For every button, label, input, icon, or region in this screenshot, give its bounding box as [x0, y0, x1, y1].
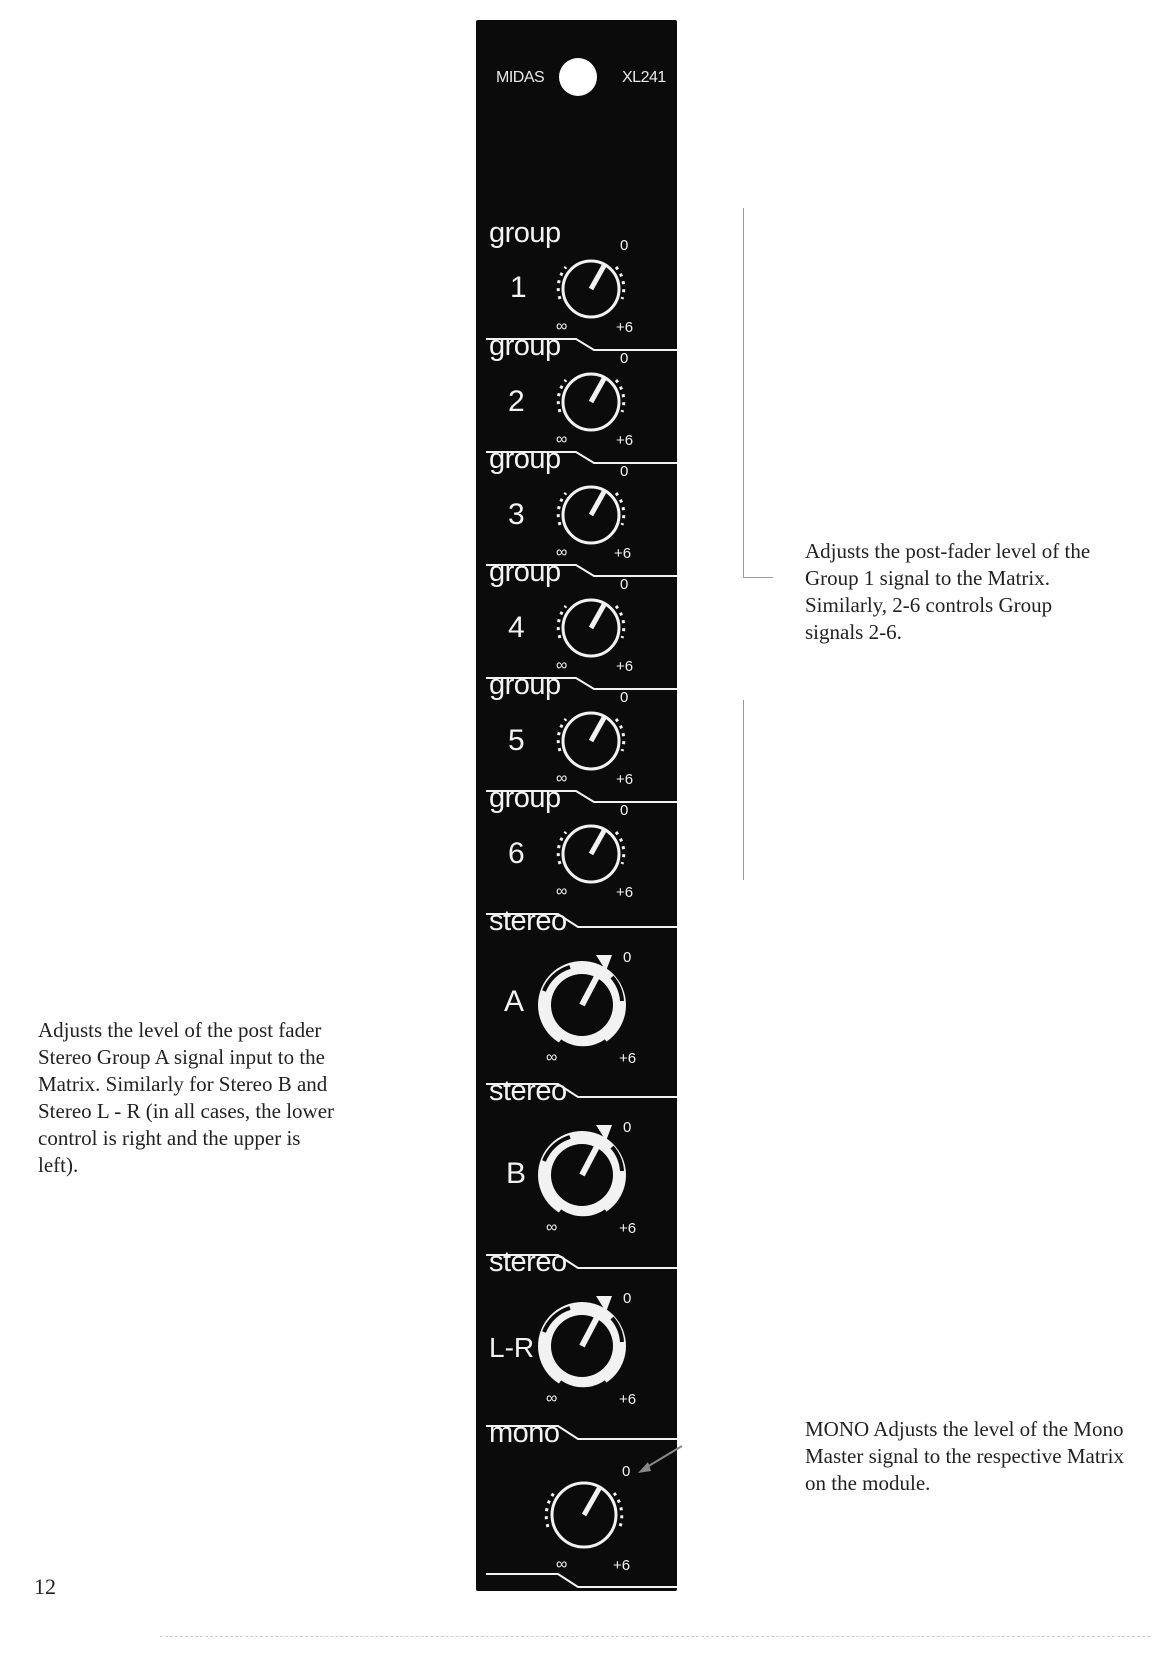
stereo-b-level-knob[interactable] — [526, 1121, 636, 1225]
scale-plus6-label: +6 — [616, 884, 634, 901]
scale-plus6-label: +6 — [616, 771, 634, 788]
scale-plus6-label: +6 — [613, 1557, 631, 1574]
scale-infinity-label: ∞ — [546, 1390, 556, 1407]
section-title: group — [489, 669, 561, 701]
scale-infinity-label: ∞ — [546, 1049, 556, 1066]
group-1-level-knob[interactable] — [546, 247, 636, 329]
section-title: group — [489, 330, 561, 362]
scale-zero-label: 0 — [620, 237, 629, 254]
section-title: stereo — [489, 1075, 567, 1107]
mono-level-knob[interactable] — [536, 1469, 632, 1559]
section-title: group — [489, 217, 561, 249]
scale-zero-label: 0 — [620, 350, 629, 367]
scale-infinity-label: ∞ — [556, 1556, 566, 1573]
section-title: group — [489, 556, 561, 588]
section-title: group — [489, 782, 561, 814]
scale-zero-label: 0 — [620, 576, 629, 593]
brand-label: MIDAS — [496, 69, 545, 86]
stereo-lr-level-knob[interactable] — [526, 1292, 636, 1396]
scale-infinity-label: ∞ — [556, 770, 566, 787]
scale-infinity-label: ∞ — [556, 657, 566, 674]
scale-plus6-label: +6 — [619, 1050, 637, 1067]
page-number: 12 — [34, 1574, 56, 1599]
group-3-level-knob[interactable] — [546, 473, 636, 555]
section-divider — [486, 1571, 677, 1591]
section-number: 2 — [508, 385, 525, 418]
section-number: 3 — [508, 498, 525, 531]
group-6-level-knob[interactable] — [546, 812, 636, 894]
stereo-description: Adjusts the level of the post fader Stereo Group A signal input to the Matrix. Similarly for Stereo B and Stereo L - R (in all cases, the lower control is right and the upper is left). — [38, 1018, 335, 1177]
indicator-led-icon — [559, 58, 597, 96]
section-number: B — [506, 1157, 527, 1190]
model-label: XL241 — [622, 69, 666, 86]
section-title: stereo — [489, 905, 567, 937]
scale-zero-label: 0 — [623, 1119, 632, 1136]
arrow-pointer-icon — [634, 1440, 684, 1480]
scale-zero-label: 0 — [620, 689, 629, 706]
section-number: L-R — [489, 1332, 535, 1363]
group-description: Adjusts the post-fader level of the Group 1 signal to the Matrix. Similarly, 2-6 controls Group signals 2-6. — [805, 539, 1091, 644]
scale-plus6-label: +6 — [614, 545, 632, 562]
stereo-a-level-knob[interactable] — [526, 951, 636, 1055]
section-title: mono — [489, 1417, 560, 1449]
matrix-module-strip — [476, 20, 677, 1591]
section-number: 4 — [508, 611, 525, 644]
scale-zero-label: 0 — [623, 949, 632, 966]
section-number: 5 — [508, 724, 525, 757]
scale-infinity-label: ∞ — [556, 544, 566, 561]
scale-zero-label: 0 — [622, 1463, 631, 1480]
section-number: A — [504, 985, 525, 1018]
section-title: group — [489, 443, 561, 475]
footer-rule — [160, 1636, 1150, 1637]
scale-infinity-label: ∞ — [556, 883, 566, 900]
section-number: 1 — [510, 271, 527, 304]
scale-zero-label: 0 — [620, 802, 629, 819]
scale-zero-label: 0 — [623, 1290, 632, 1307]
module-header — [476, 20, 677, 140]
section-number: 6 — [508, 837, 525, 870]
callout-bracket-line — [743, 208, 744, 578]
callout-bracket-line — [743, 577, 773, 578]
callout-bracket-line — [743, 700, 744, 880]
scale-zero-label: 0 — [620, 463, 629, 480]
scale-plus6-label: +6 — [616, 319, 634, 336]
scale-infinity-label: ∞ — [546, 1219, 556, 1236]
scale-infinity-label: ∞ — [556, 318, 566, 335]
group-2-level-knob[interactable] — [546, 360, 636, 442]
scale-infinity-label: ∞ — [556, 431, 566, 448]
scale-plus6-label: +6 — [616, 658, 634, 675]
scale-plus6-label: +6 — [619, 1220, 637, 1237]
scale-plus6-label: +6 — [616, 432, 634, 449]
mono-description: MONO Adjusts the level of the Mono Master signal to the respective Matrix on the module. — [805, 1417, 1124, 1495]
scale-plus6-label: +6 — [619, 1391, 637, 1408]
section-title: stereo — [489, 1246, 567, 1278]
group-4-level-knob[interactable] — [546, 586, 636, 668]
group-5-level-knob[interactable] — [546, 699, 636, 781]
